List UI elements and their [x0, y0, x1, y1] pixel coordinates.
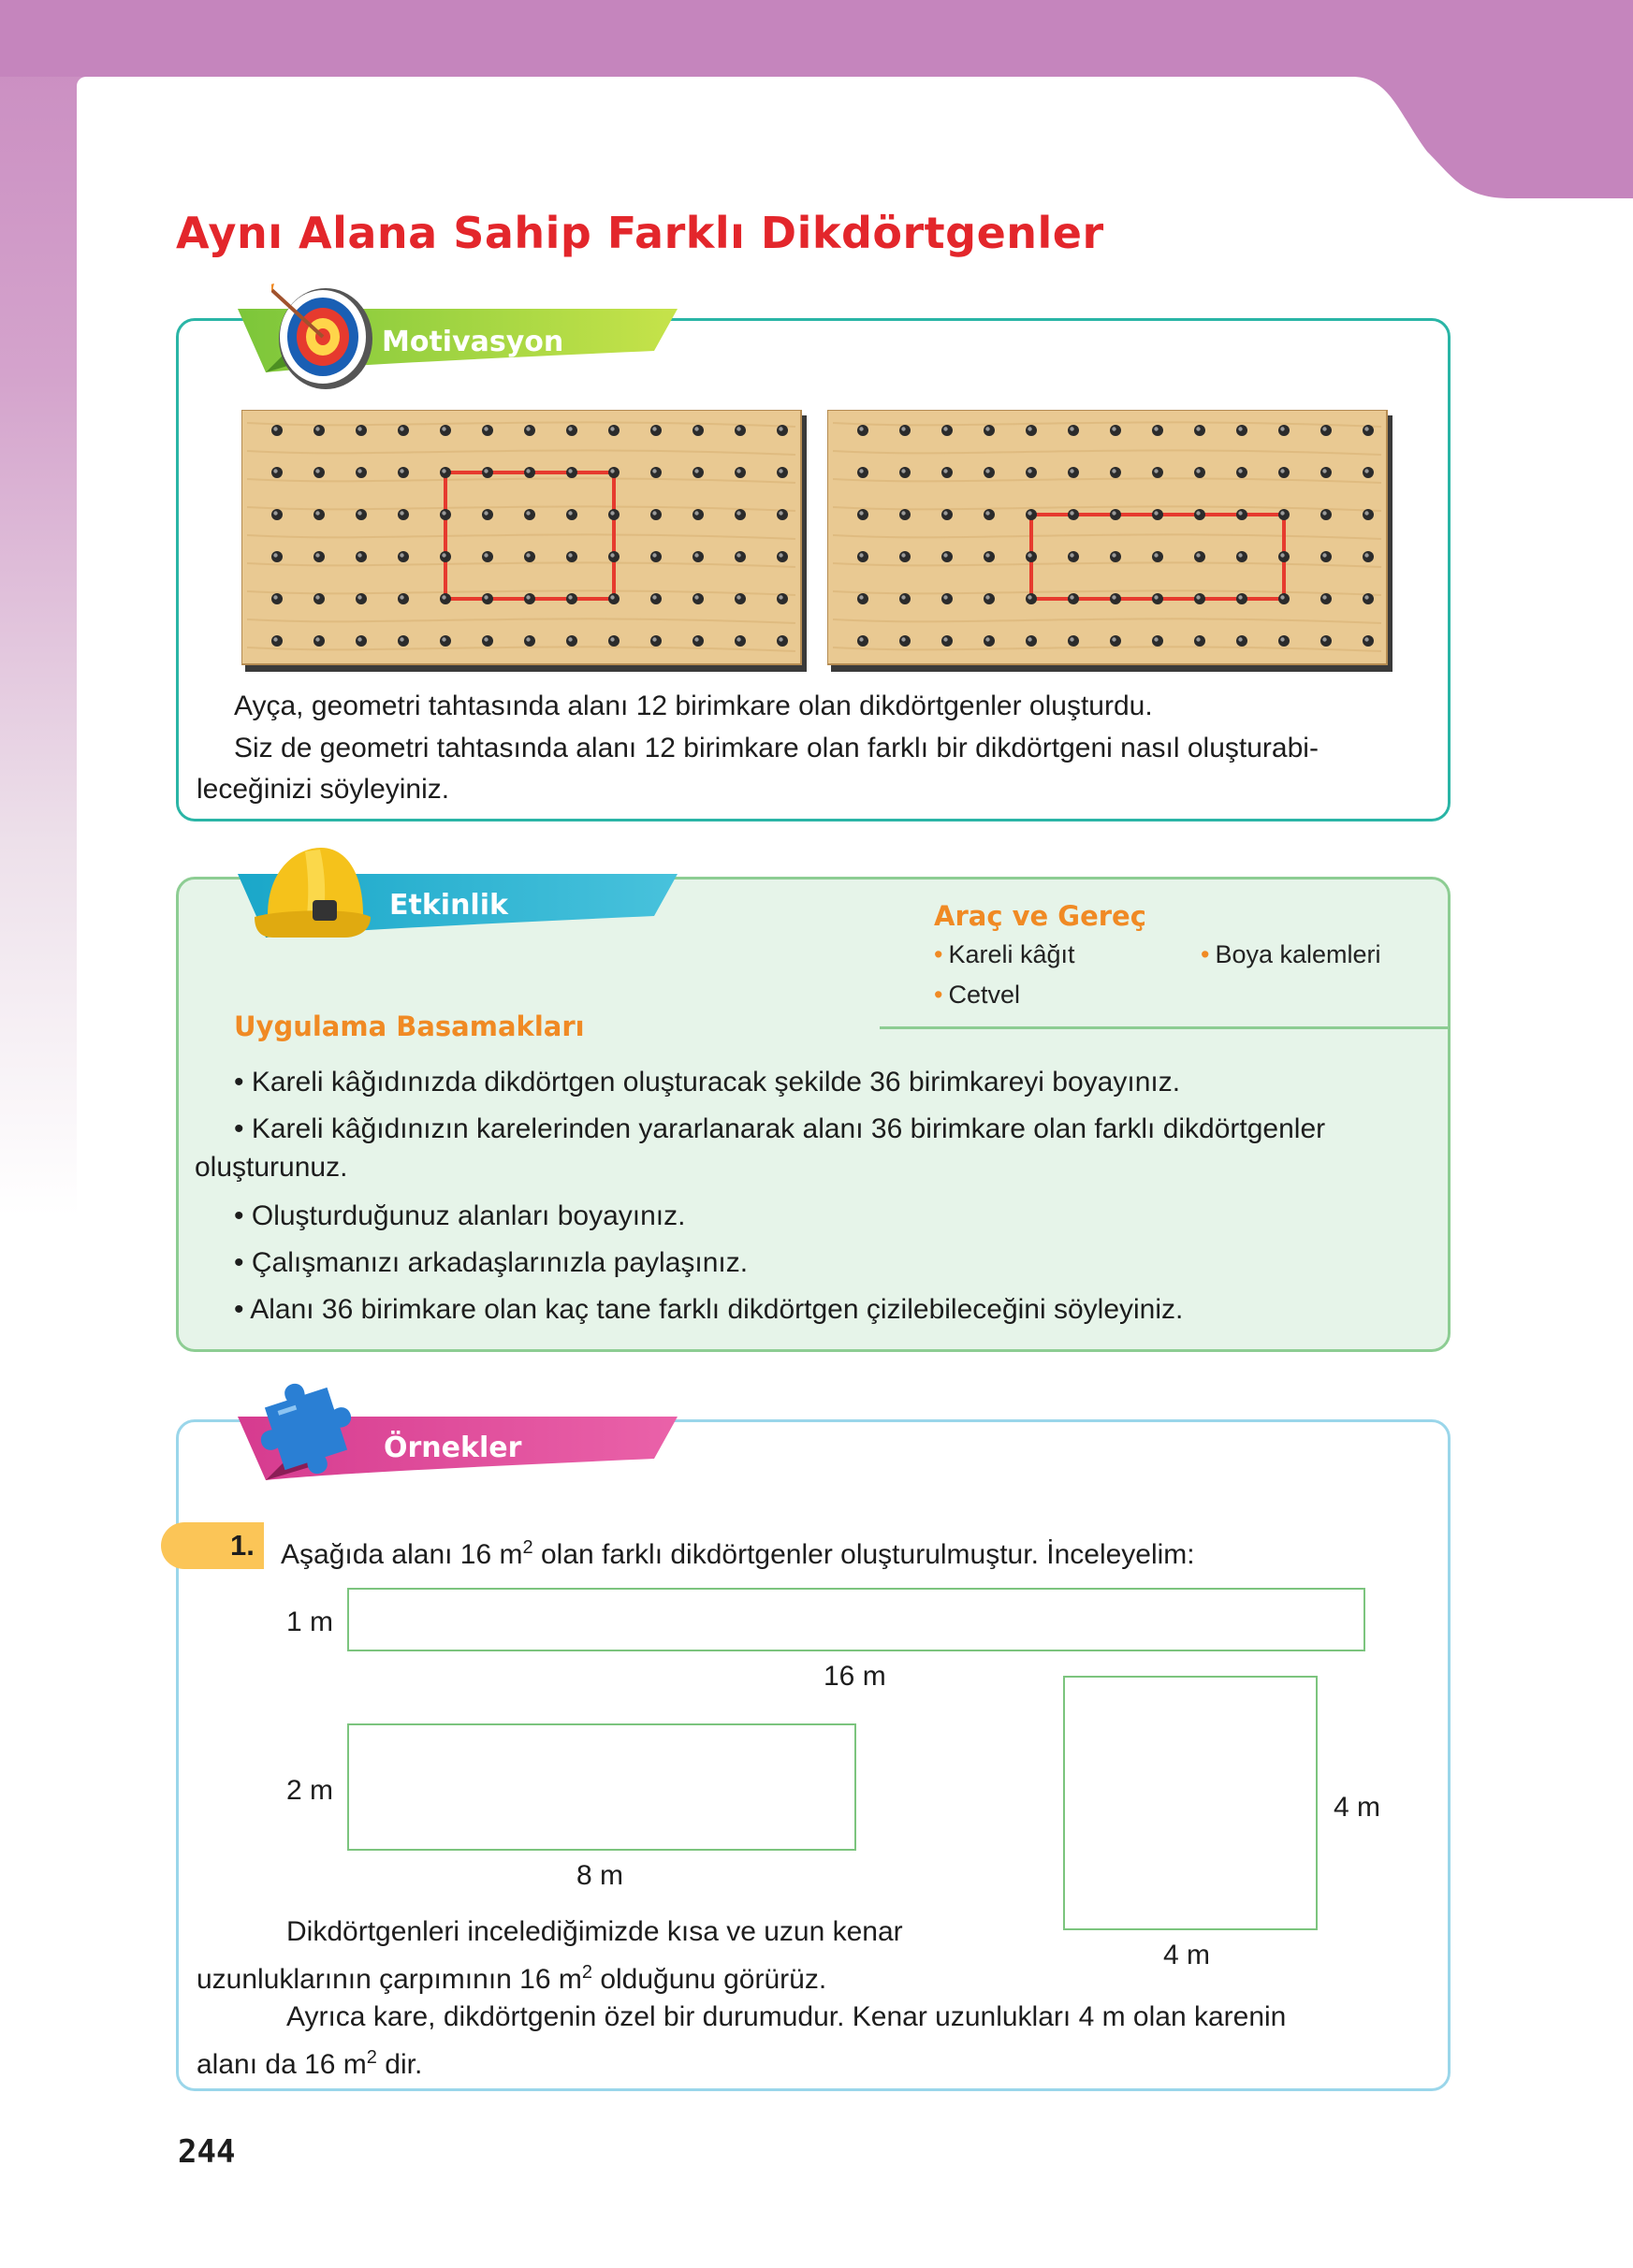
peg-highlight	[568, 595, 572, 599]
peg-highlight	[1070, 553, 1073, 557]
peg-highlight	[526, 427, 530, 430]
peg-highlight	[1280, 595, 1284, 599]
peg-highlight	[1154, 511, 1158, 515]
peg-highlight	[1070, 511, 1073, 515]
target-dartboard-icon	[271, 281, 374, 398]
peg-highlight	[779, 553, 782, 557]
motivation-label: Motivasyon	[382, 326, 564, 358]
square-4x4-height: 4 m	[1334, 1792, 1381, 1823]
rect-2x8	[347, 1723, 856, 1851]
peg-highlight	[694, 511, 698, 515]
peg-highlight	[273, 469, 277, 472]
page-number: 244	[178, 2133, 236, 2171]
peg-highlight	[1322, 595, 1326, 599]
peg-highlight	[901, 595, 905, 599]
peg-highlight	[568, 427, 572, 430]
peg-highlight	[694, 427, 698, 430]
peg-highlight	[484, 469, 488, 472]
peg-highlight	[1280, 553, 1284, 557]
peg-highlight	[901, 427, 905, 430]
peg-highlight	[442, 553, 445, 557]
peg-highlight	[1280, 637, 1284, 641]
peg-highlight	[1322, 511, 1326, 515]
peg-highlight	[1322, 469, 1326, 472]
explain-line-2: uzunluklarının çarpımının 16 $m^2$ olduğunu görürüz.	[197, 1962, 827, 1995]
rect-2x8-width: 8 m	[576, 1860, 624, 1891]
peg-highlight	[779, 469, 782, 472]
peg-highlight	[901, 637, 905, 641]
peg-highlight	[315, 553, 319, 557]
peg-highlight	[1028, 469, 1031, 472]
peg-highlight	[1364, 637, 1368, 641]
peg-highlight	[357, 553, 361, 557]
peg-highlight	[1070, 427, 1073, 430]
peg-highlight	[315, 511, 319, 515]
peg-highlight	[315, 637, 319, 641]
peg-highlight	[357, 427, 361, 430]
peg-highlight	[985, 553, 989, 557]
peg-highlight	[1322, 637, 1326, 641]
peg-highlight	[652, 511, 656, 515]
peg-highlight	[315, 427, 319, 430]
peg-highlight	[400, 637, 403, 641]
peg-highlight	[985, 469, 989, 472]
peg-highlight	[1028, 553, 1031, 557]
puzzle-piece-icon	[245, 1368, 376, 1494]
peg-highlight	[273, 427, 277, 430]
peg-highlight	[943, 427, 947, 430]
peg-highlight	[1196, 427, 1200, 430]
peg-highlight	[568, 553, 572, 557]
peg-highlight	[273, 637, 277, 641]
peg-highlight	[652, 595, 656, 599]
peg-highlight	[1238, 595, 1242, 599]
peg-highlight	[1070, 637, 1073, 641]
peg-highlight	[779, 637, 782, 641]
step-item-cont: oluşturunuz.	[195, 1152, 348, 1183]
peg-highlight	[1196, 595, 1200, 599]
peg-highlight	[694, 595, 698, 599]
peg-highlight	[1238, 469, 1242, 472]
rect-2x8-height: 2 m	[286, 1775, 334, 1806]
peg-highlight	[315, 595, 319, 599]
peg-highlight	[1238, 553, 1242, 557]
peg-highlight	[1112, 427, 1115, 430]
hard-hat-icon	[251, 840, 372, 957]
peg-highlight	[1070, 469, 1073, 472]
orange-dot-icon: •	[1201, 940, 1210, 968]
peg-highlight	[985, 511, 989, 515]
peg-highlight	[1364, 553, 1368, 557]
peg-highlight	[1028, 637, 1031, 641]
peg-highlight	[1196, 553, 1200, 557]
motivation-paragraph-1: Ayça, geometri tahtasında alanı 12 birimkare olan dikdörtgenler oluşturdu.	[234, 691, 1153, 721]
peg-highlight	[1280, 511, 1284, 515]
page-title: Aynı Alana Sahip Farklı Dikdörtgenler	[176, 208, 1104, 258]
peg-highlight	[859, 595, 863, 599]
peg-highlight	[943, 595, 947, 599]
explain-line-1: Dikdörtgenleri incelediğimizde kısa ve uzun kenar	[286, 1916, 903, 1947]
square-line-2: alanı da 16 $m^2$ dir.	[197, 2047, 423, 2080]
step-item: • Kareli kâğıdınızda dikdörtgen oluşturacak şekilde 36 birimkareyi boyayınız.	[234, 1067, 1181, 1098]
peg-highlight	[568, 469, 572, 472]
peg-highlight	[610, 469, 614, 472]
peg-highlight	[442, 469, 445, 472]
step-item: • Alanı 36 birimkare olan kaç tane farklı dikdörtgen çizilebileceğini söyleyiniz.	[234, 1294, 1184, 1325]
peg-highlight	[610, 637, 614, 641]
peg-highlight	[1238, 427, 1242, 430]
peg-highlight	[985, 637, 989, 641]
examples-label: Örnekler	[384, 1432, 522, 1464]
tool-item: • Kareli kâğıt	[934, 940, 1075, 968]
peg-highlight	[1322, 427, 1326, 430]
peg-highlight	[526, 511, 530, 515]
peg-highlight	[1196, 637, 1200, 641]
peg-highlight	[1112, 595, 1115, 599]
geoboard-left	[241, 410, 807, 672]
peg-highlight	[694, 637, 698, 641]
peg-highlight	[1154, 469, 1158, 472]
peg-highlight	[1196, 469, 1200, 472]
peg-highlight	[859, 511, 863, 515]
peg-highlight	[943, 511, 947, 515]
motivation-paragraph-2-cont: leceğinizi söyleyiniz.	[197, 774, 450, 805]
peg-highlight	[779, 511, 782, 515]
peg-highlight	[1070, 595, 1073, 599]
top-color-band	[0, 0, 1633, 77]
example-number: 1.	[230, 1529, 255, 1562]
peg-highlight	[779, 595, 782, 599]
peg-highlight	[484, 595, 488, 599]
steps-heading: Uygulama Basamakları	[234, 1010, 585, 1042]
peg-highlight	[859, 469, 863, 472]
peg-highlight	[315, 469, 319, 472]
peg-highlight	[526, 469, 530, 472]
square-4x4	[1063, 1676, 1318, 1930]
motivation-paragraph-2: Siz de geometri tahtasında alanı 12 birimkare olan farklı bir dikdörtgeni nasıl oluşturabi-	[234, 733, 1319, 763]
peg-highlight	[400, 427, 403, 430]
square-line-1: Ayrıca kare, dikdörtgenin özel bir durumudur. Kenar uzunlukları 4 m olan karenin	[286, 2001, 1287, 2032]
peg-highlight	[400, 511, 403, 515]
peg-highlight	[1112, 637, 1115, 641]
peg-highlight	[610, 427, 614, 430]
peg-highlight	[943, 553, 947, 557]
peg-highlight	[1154, 637, 1158, 641]
peg-highlight	[1364, 469, 1368, 472]
peg-highlight	[442, 637, 445, 641]
square-4x4-width: 4 m	[1163, 1940, 1211, 1970]
peg-highlight	[484, 553, 488, 557]
peg-highlight	[526, 595, 530, 599]
peg-highlight	[736, 511, 740, 515]
peg-highlight	[1028, 427, 1031, 430]
peg-highlight	[1364, 595, 1368, 599]
tool-item: • Boya kalemleri	[1201, 940, 1381, 968]
peg-highlight	[901, 511, 905, 515]
peg-highlight	[1154, 427, 1158, 430]
step-item: • Oluşturduğunuz alanları boyayınız.	[234, 1200, 686, 1231]
peg-highlight	[484, 637, 488, 641]
page-corner-tab	[1352, 77, 1633, 198]
tools-heading: Araç ve Gereç	[934, 900, 1146, 932]
peg-highlight	[652, 469, 656, 472]
peg-highlight	[526, 637, 530, 641]
peg-highlight	[1238, 637, 1242, 641]
peg-highlight	[1154, 553, 1158, 557]
rect-1x16	[347, 1588, 1365, 1651]
peg-highlight	[568, 637, 572, 641]
orange-dot-icon: •	[934, 981, 943, 1009]
rect-1x16-height: 1 m	[286, 1606, 334, 1637]
peg-highlight	[610, 553, 614, 557]
peg-highlight	[273, 553, 277, 557]
peg-highlight	[400, 553, 403, 557]
peg-highlight	[1028, 595, 1031, 599]
tool-item: • Cetvel	[934, 981, 1020, 1009]
peg-highlight	[652, 637, 656, 641]
peg-highlight	[1028, 511, 1031, 515]
peg-highlight	[736, 595, 740, 599]
peg-highlight	[694, 469, 698, 472]
peg-highlight	[1196, 511, 1200, 515]
peg-highlight	[610, 595, 614, 599]
peg-highlight	[901, 469, 905, 472]
step-item: • Çalışmanızı arkadaşlarınızla paylaşınız.	[234, 1247, 749, 1278]
peg-highlight	[985, 595, 989, 599]
peg-highlight	[1154, 595, 1158, 599]
peg-highlight	[859, 637, 863, 641]
peg-highlight	[652, 553, 656, 557]
peg-highlight	[484, 511, 488, 515]
peg-highlight	[273, 511, 277, 515]
peg-highlight	[1112, 553, 1115, 557]
peg-highlight	[442, 427, 445, 430]
peg-highlight	[357, 469, 361, 472]
peg-highlight	[357, 595, 361, 599]
peg-highlight	[1322, 553, 1326, 557]
peg-highlight	[943, 469, 947, 472]
peg-highlight	[1364, 427, 1368, 430]
peg-highlight	[1238, 511, 1242, 515]
peg-highlight	[985, 427, 989, 430]
peg-highlight	[779, 427, 782, 430]
peg-highlight	[1280, 469, 1284, 472]
peg-highlight	[1280, 427, 1284, 430]
peg-highlight	[943, 637, 947, 641]
peg-highlight	[357, 637, 361, 641]
activity-label: Etkinlik	[389, 889, 508, 922]
peg-highlight	[694, 553, 698, 557]
peg-highlight	[400, 469, 403, 472]
peg-highlight	[736, 553, 740, 557]
step-item: • Kareli kâğıdınızın karelerinden yararlanarak alanı 36 birimkare olan farklı dikdörtgenler	[234, 1113, 1326, 1144]
rect-1x16-width: 16 m	[824, 1661, 886, 1692]
geoboard-right	[827, 410, 1392, 672]
peg-highlight	[1112, 511, 1115, 515]
peg-highlight	[901, 553, 905, 557]
peg-highlight	[736, 427, 740, 430]
peg-highlight	[526, 553, 530, 557]
peg-highlight	[442, 595, 445, 599]
peg-highlight	[484, 427, 488, 430]
peg-highlight	[859, 427, 863, 430]
peg-highlight	[273, 595, 277, 599]
peg-highlight	[442, 511, 445, 515]
peg-highlight	[610, 511, 614, 515]
peg-highlight	[400, 595, 403, 599]
tools-divider	[880, 1026, 1451, 1029]
example-intro: Aşağıda alanı 16 $m^2$ olan farklı dikdörtgenler oluşturulmuştur. İnceleyelim:	[281, 1537, 1195, 1570]
orange-dot-icon: •	[934, 940, 943, 968]
peg-highlight	[736, 637, 740, 641]
peg-highlight	[736, 469, 740, 472]
peg-highlight	[357, 511, 361, 515]
peg-highlight	[859, 553, 863, 557]
peg-highlight	[1112, 469, 1115, 472]
peg-highlight	[652, 427, 656, 430]
peg-highlight	[1364, 511, 1368, 515]
peg-highlight	[568, 511, 572, 515]
